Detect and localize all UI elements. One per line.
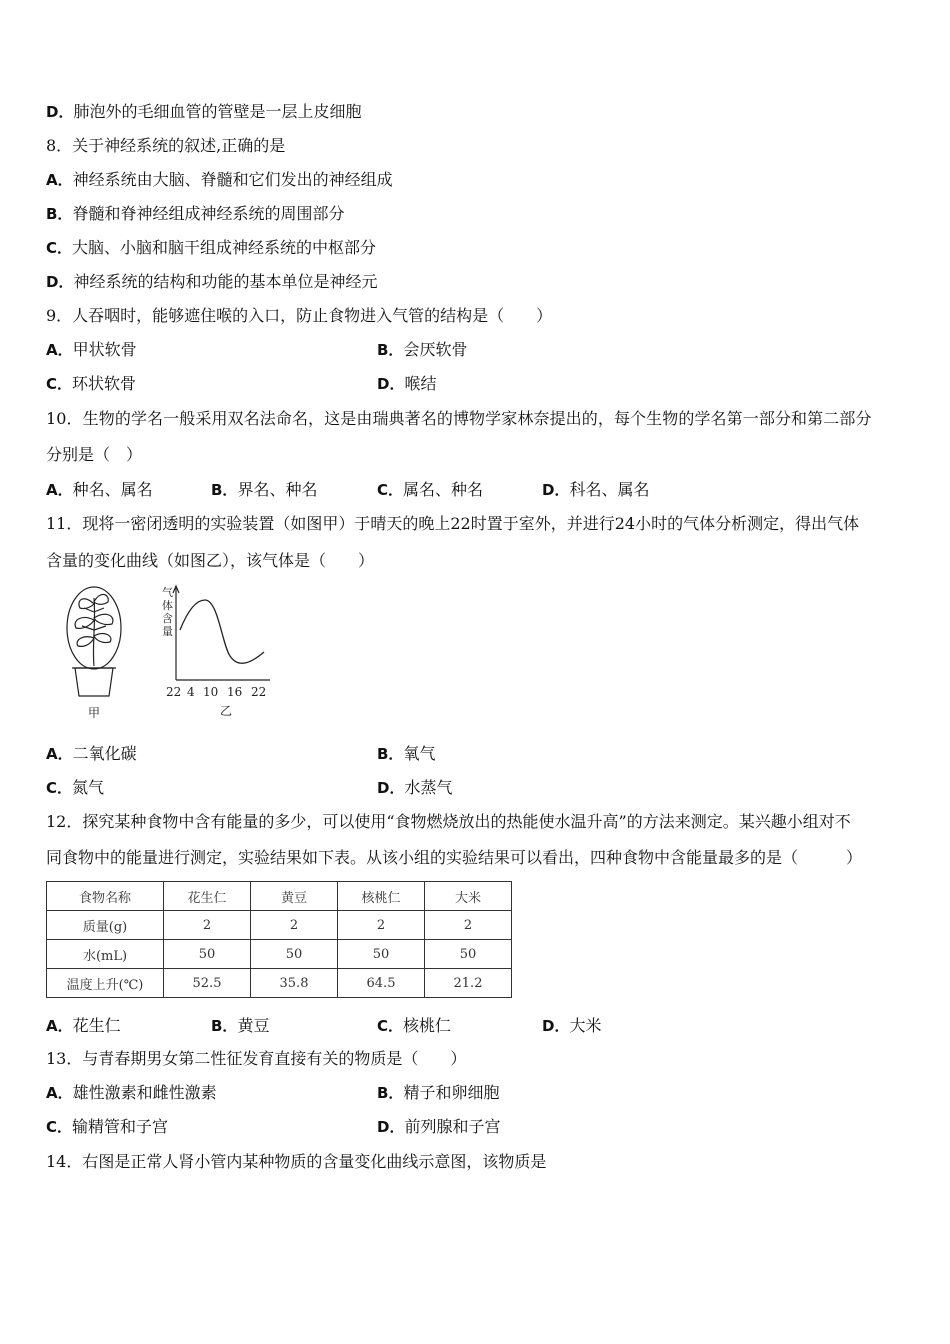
x-tick-10: 10 [203,685,219,699]
table-cell: 温度上升(℃) [47,969,164,998]
table-row [47,911,512,940]
table-cell: 50 [164,940,251,969]
x-tick-4: 4 [187,685,195,699]
table-cell: 2 [338,911,425,940]
figure-label-yi: 乙 [220,704,233,718]
q12-option-a: A．花生仁 [46,1016,121,1035]
table-cell: 50 [338,940,425,969]
q13-option-b: B．精子和卵细胞 [377,1083,500,1102]
table-row [47,969,512,998]
q11-stem-line1: 11．现将一密闭透明的实验装置（如图甲）于晴天的晚上22时置于室外，并进行24小时的气体分析测定，得出气体 [46,514,860,533]
q11-option-d: D．水蒸气 [377,778,453,797]
q8-option-a: A．神经系统由大脑、脊髓和它们发出的神经组成 [46,170,393,189]
q12-option-c: C．核桃仁 [377,1016,452,1035]
q8-stem: 8．关于神经系统的叙述,正确的是 [46,136,286,155]
q10-stem-line2: 分别是（ ） [46,445,143,464]
q12-stem-line1: 12．探究某种食物中含有能量的多少，可以使用“食物燃烧放出的热能使水温升高”的方法来测定。某兴趣小组对不 [46,812,851,831]
food-energy-table [46,881,512,998]
table-header-cell: 核桃仁 [338,882,425,911]
table-cell: 水(mL) [47,940,164,969]
table-cell: 35.8 [251,969,338,998]
q13-option-a: A．雄性激素和雌性激素 [46,1083,217,1102]
y-label-char-4: 量 [162,625,173,638]
q9-option-d: D．喉结 [377,374,437,393]
figure-label-jia: 甲 [88,706,101,720]
q12-option-b: B．黄豆 [211,1016,270,1035]
table-row [47,940,512,969]
q12-option-d: D．大米 [542,1016,602,1035]
table-header-row [47,882,512,911]
table-cell: 2 [164,911,251,940]
q10-option-c: C．属名、种名 [377,480,484,499]
table-cell: 质量(g) [47,911,164,940]
q13-option-c: C．输精管和子宫 [46,1117,169,1136]
table-cell: 2 [425,911,512,940]
q11-option-c: C．氮气 [46,778,105,797]
q11-option-a: A．二氧化碳 [46,744,137,763]
y-label-char-2: 体 [162,599,173,612]
q14-stem: 14．右图是正常人肾小管内某种物质的含量变化曲线示意图，该物质是 [46,1152,547,1171]
q9-stem: 9．人吞咽时，能够遮住喉的入口，防止食物进入气管的结构是（ ） [46,306,553,325]
q12-stem-line2: 同食物中的能量进行测定，实验结果如下表。从该小组的实验结果可以看出，四种食物中含能量最多的是（ ） [46,848,863,867]
q9-option-b: B．会厌软骨 [377,340,468,359]
q10-option-b: B．界名、种名 [211,480,318,499]
q9-option-a: A．甲状软骨 [46,340,137,359]
q13-option-d: D．前列腺和子宫 [377,1117,501,1136]
q13-stem: 13．与青春期男女第二性征发育直接有关的物质是（ ） [46,1049,467,1068]
table-cell: 52.5 [164,969,251,998]
q9-option-c: C．环状软骨 [46,374,137,393]
q10-stem-line1: 10．生物的学名一般采用双名法命名，这是由瑞典著名的博物学家林奈提出的，每个生物的学名第一部分和第二部分 [46,409,872,428]
table-header-cell: 花生仁 [164,882,251,911]
gas-curve [180,600,264,663]
table-cell: 21.2 [425,969,512,998]
q8-option-c: C．大脑、小脑和脑干组成神经系统的中枢部分 [46,238,377,257]
table-cell: 50 [425,940,512,969]
x-tick-16: 16 [227,685,243,699]
q11-option-b: B．氧气 [377,744,436,763]
table-cell: 64.5 [338,969,425,998]
table-header-cell: 食物名称 [47,882,164,911]
y-label-char-1: 气 [162,586,173,599]
q10-option-d: D．科名、属名 [542,480,650,499]
q8-option-d: D．神经系统的结构和功能的基本单位是神经元 [46,272,378,291]
table-cell: 50 [251,940,338,969]
q11-figure [62,584,277,724]
q11-stem-line2: 含量的变化曲线（如图乙），该气体是（ ） [46,551,375,570]
table-header-cell: 黄豆 [251,882,338,911]
q7-option-d: D．肺泡外的毛细血管的管壁是一层上皮细胞 [46,102,362,121]
bell-jar-plant-icon [67,587,121,696]
table-header-cell: 大米 [425,882,512,911]
table-cell: 2 [251,911,338,940]
gas-content-chart [162,585,270,718]
y-label-char-3: 含 [162,612,173,625]
x-tick-22b: 22 [251,685,267,699]
x-tick-22a: 22 [166,685,182,699]
q10-option-a: A．种名、属名 [46,480,153,499]
q8-option-b: B．脊髓和脊神经组成神经系统的周围部分 [46,204,345,223]
